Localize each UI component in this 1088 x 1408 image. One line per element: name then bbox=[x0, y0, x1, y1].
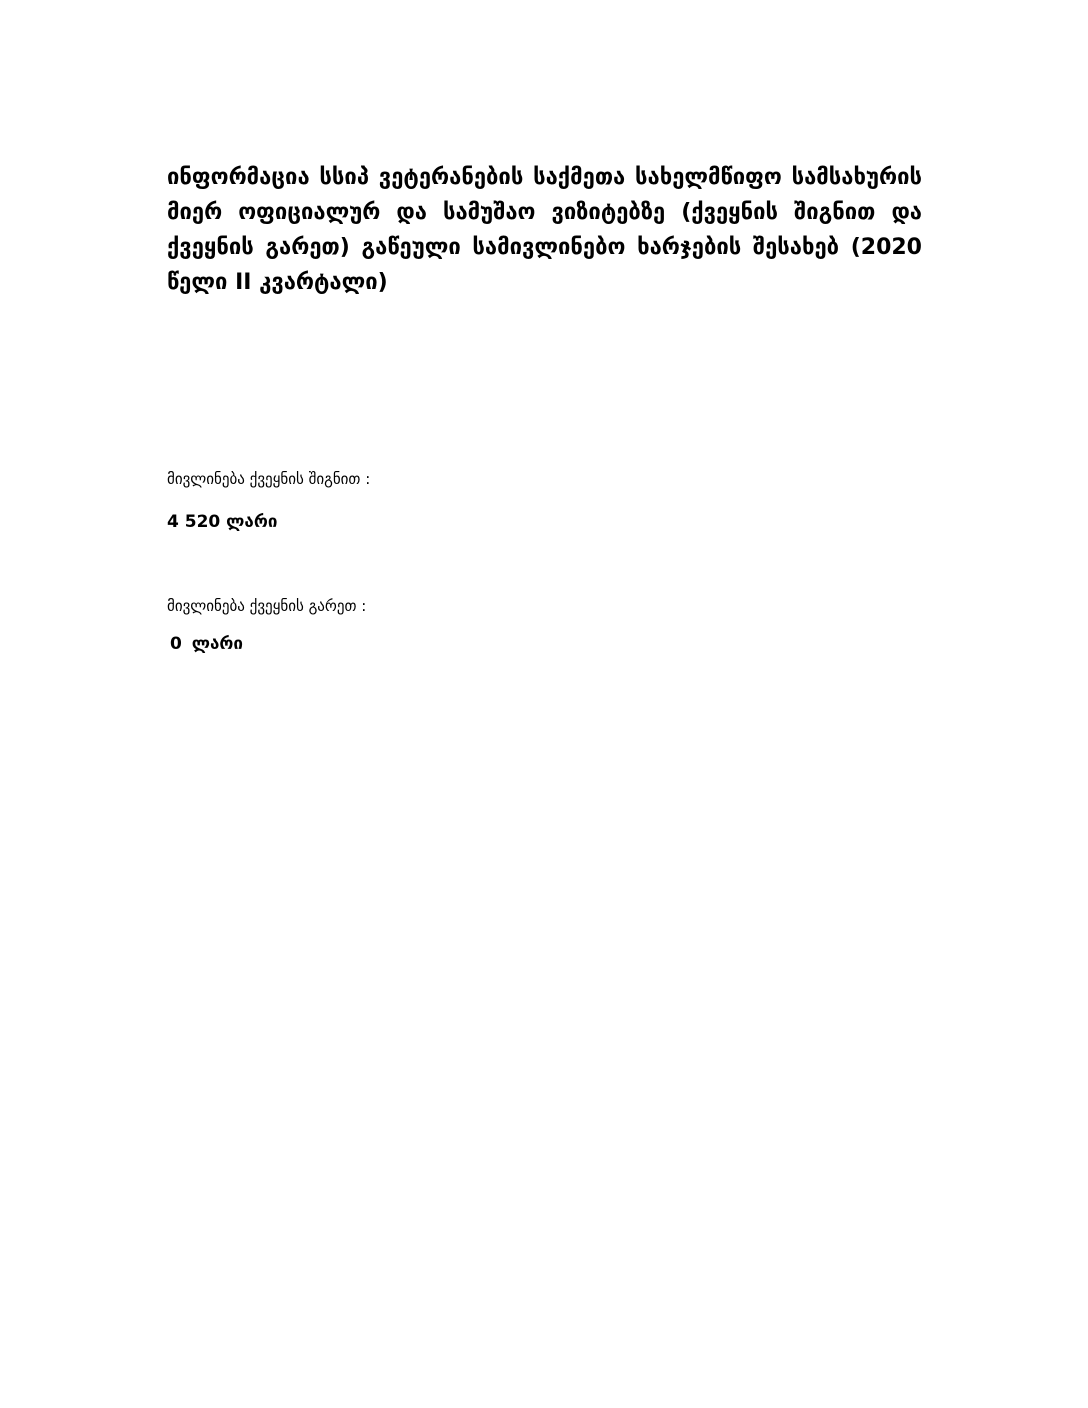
inside-country-label: მივლინება ქვეყნის შიგნით : bbox=[167, 470, 371, 488]
outside-country-label: მივლინება ქვეყნის გარეთ : bbox=[167, 597, 367, 615]
inside-country-amount: 4 520 ლარი bbox=[167, 512, 278, 532]
document-title: ინფორმაცია სსიპ ვეტერანების საქმეთა სახელმწიფო სამსახურის მიერ ოფიციალურ და სამუშაო ვიზიტებზე (ქვეყნის შიგნით და ქვეყნის გარეთ) გაწეული სამივლინებო ხარჯების შესახებ (2020 წელი II კვარტალი) bbox=[167, 165, 922, 295]
outside-country-amount: 0 ლარი bbox=[170, 634, 243, 654]
